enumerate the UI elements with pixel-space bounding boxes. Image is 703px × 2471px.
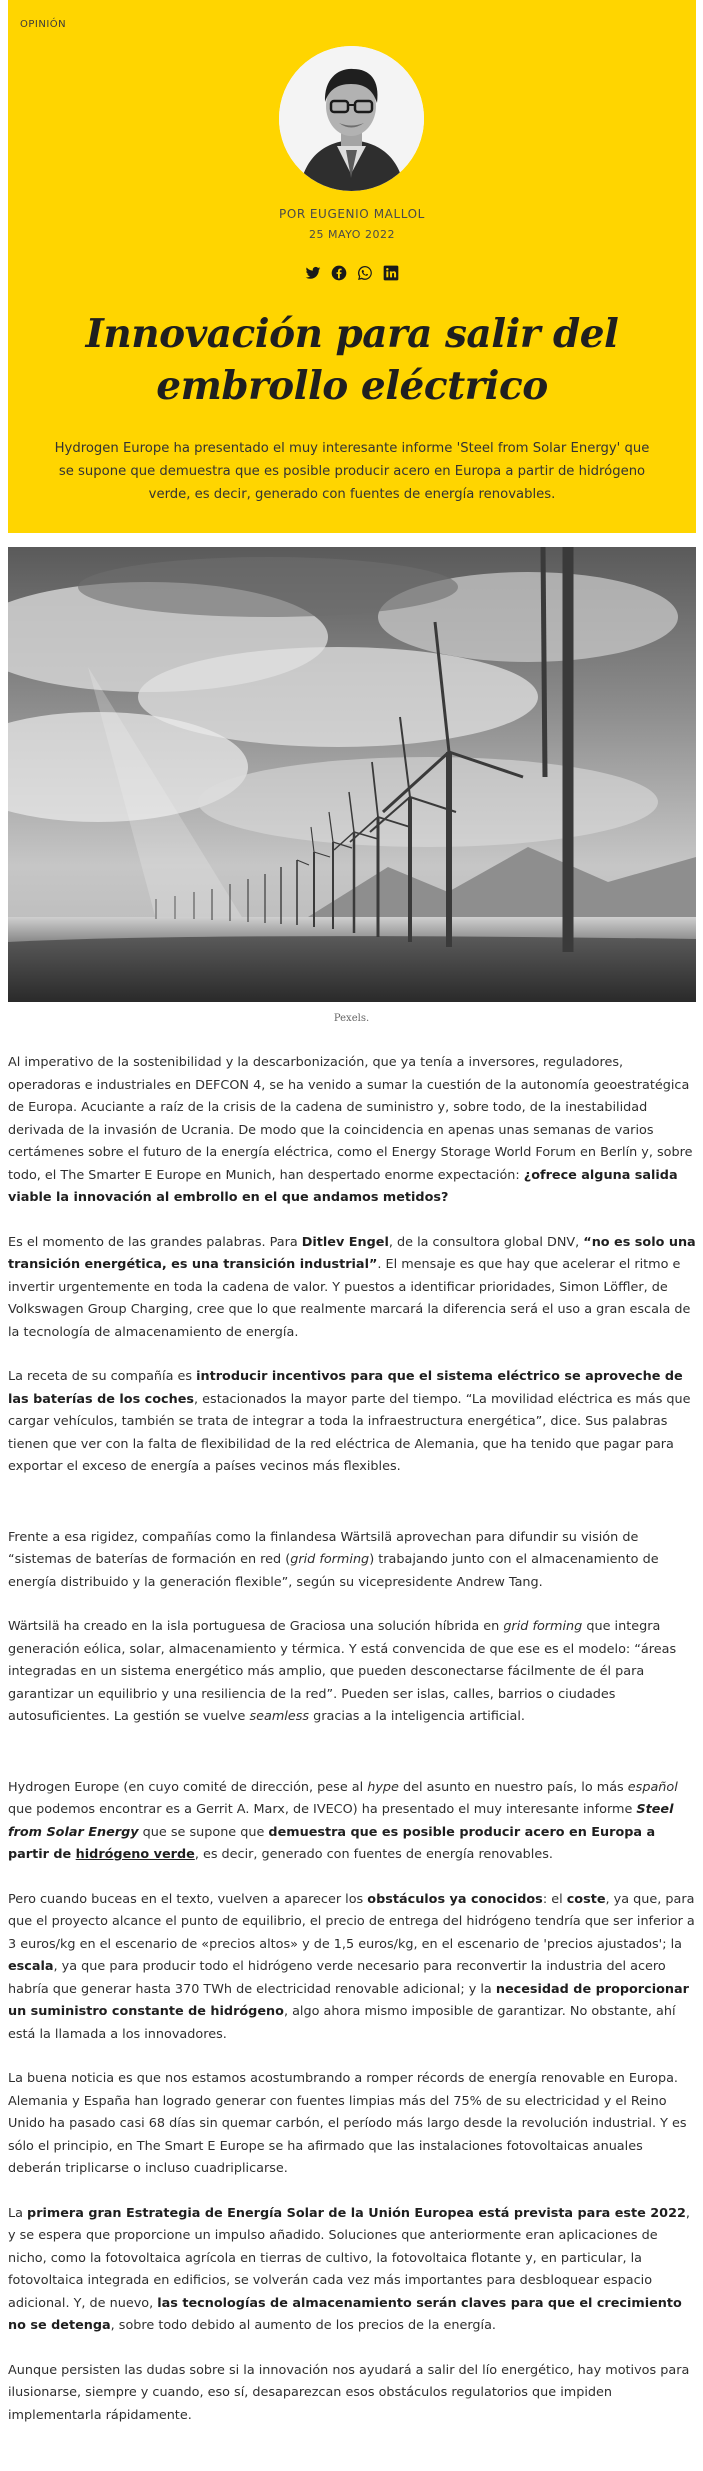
paragraph — [8, 2203, 696, 2338]
text-run: Al imperativo de la sostenibilidad y la descarbonización, que ya tenía a inversores, reguladores, operadoras e industriales en DEFCON 4, se ha venido a sumar la cuestión de la autonomía geoestratégica de Europa. Acuciante a raíz de la crisis de la cadena de suministro y, sobre todo, de la inestabilidad derivada de la invasión de Ucrania. De modo que la coincidencia en apenas unas semanas de varios certámenes sobre el futuro de la energía eléctrica, como el Energy Storage World Forum en Berlín y, sobre todo, el The Smarter E Europe en Munich, han despertado enorme expectación: — [8, 1055, 693, 1183]
bold-text: escala — [8, 1959, 54, 1974]
text-run: La receta de su compañía es — [8, 1369, 197, 1384]
article-lead: Hydrogen Europe ha presentado el muy interesante informe 'Steel from Solar Energy' que se supone que demuestra que es posible producir acero en Europa a partir de hidrógeno verde, es decir, generado con fuentes de energía renovables. — [54, 441, 650, 502]
bold-text: coste — [566, 1891, 606, 1907]
italic-text: grid forming — [290, 1552, 370, 1567]
paragraph — [8, 1232, 696, 1345]
bold-text: introducir incentivos para que el sistema eléctrico se aproveche de las baterías de los coches — [8, 1369, 683, 1407]
text-run: , ya que para producir todo el hidrógeno verde necesario para reconvertir la industria del acero habría que generar hasta 370 TWh de electricidad renovable adicional; y la — [8, 1959, 666, 1997]
text-run: Hydrogen Europe (en cuyo comité de dirección, pese al — [8, 1779, 368, 1795]
green-hydrogen-link[interactable]: hidrógeno verde — [75, 1847, 195, 1862]
text-run: , ya que, para que el proyecto alcance el punto de equilibrio, el precio de entrega del hidrógeno tendría que ser inferior a 3 euros/kg en el escenario de «precios altos» y de 1,5 euros/kg, en el escenario de 'precios ajustados'; la — [8, 1891, 695, 1952]
article-header — [8, 0, 696, 533]
bold-text: obstáculos ya conocidos — [367, 1891, 543, 1907]
text-run: gracias a la inteligencia artificial. — [309, 1709, 525, 1724]
featured-image — [8, 547, 696, 1002]
publish-date: 25 MAYO 2022 — [309, 228, 395, 241]
bold-text: necesidad de proporcionar un suministro constante de hidrógeno — [8, 1981, 689, 2019]
article-title — [48, 308, 656, 412]
text-run: que se supone que — [138, 1824, 269, 1840]
share-buttons — [305, 265, 399, 281]
text-run: , de la consultora global DNV, — [388, 1234, 584, 1250]
text-run: La — [8, 2205, 28, 2221]
text-run: , y se espera que proporcione un impulso añadido. Soluciones que anteriormente eran aplicaciones de nicho, como la fotovoltaica agrícola en tierras de cultivo, la fotovoltaica flotante y, en particular, la fotovoltaica integrada en edificios, se volverán cada vez más importantes para desbloquear espacio adicional. Y, de nuevo, — [8, 2205, 690, 2311]
text-run: . El mensaje es que hay que acelerar el ritmo e invertir urgentemente en toda la cadena de valor. Y puestos a identificar prioridades, Simon Löffler, de Volkswagen Group Charging, cree que lo que realmente marcará la diferencia será el uso a gran escala de la tecnología de almacenamiento de energía. — [8, 1257, 691, 1340]
text-run: del asunto en nuestro país, lo más — [398, 1779, 628, 1795]
text-run: Pero cuando buceas en el texto, vuelven a aparecer los — [8, 1891, 368, 1907]
italic-text: hype — [367, 1779, 399, 1795]
text-run: , sobre todo debido al aumento de los precios de la energía. — [110, 2318, 496, 2333]
title-line-1: Innovación para salir del — [85, 311, 619, 357]
text-run: que integra generación eólica, solar, almacenamiento y térmica. Y está convencida de que ese es el modelo: “áreas integradas en un sistema energético más amplio, que pueden desconectarse fácilmente de él para garantizar un equilibrio y una resiliencia de la red”. Pueden ser islas, calles, barrios o ciudades autosuficientes. La gestión se vuelve — [8, 1619, 677, 1724]
twitter-icon[interactable] — [305, 265, 321, 281]
author-avatar — [279, 46, 424, 191]
paragraph — [8, 1527, 696, 1595]
image-caption: Pexels. — [333, 1013, 370, 1024]
section-label[interactable]: OPINIÓN — [20, 19, 67, 30]
paragraph — [8, 1616, 696, 1729]
italic-text: grid forming — [503, 1619, 583, 1634]
paragraph — [8, 1777, 696, 1867]
author-name[interactable]: EUGENIO MALLOL — [309, 207, 425, 221]
article-body — [8, 1052, 696, 2449]
text-run: , es decir, generado con fuentes de energía renovables. — [194, 1847, 553, 1862]
italic-text: español — [627, 1779, 678, 1795]
report-title: Steel from Solar Energy — [8, 1802, 674, 1840]
paragraph — [8, 1889, 696, 2047]
byline — [8, 207, 696, 221]
bold-text: Ditlev Engel — [301, 1234, 389, 1250]
paragraph — [8, 1366, 696, 1479]
bold-text: “no es solo una transición energética, es una transición industrial” — [8, 1234, 696, 1272]
text-run: que podemos encontrar es a Gerrit A. Marx, de IVECO) ha presentado el muy interesante informe — [8, 1802, 637, 1817]
text-run: : el — [542, 1891, 567, 1907]
italic-text: seamless — [249, 1709, 310, 1724]
text-run: Frente a esa rigidez, compañías como la finlandesa Wärtsilä aprovechan para difundir su visión de “sistemas de baterías de formación en red ( — [8, 1529, 639, 1567]
bold-text: demuestra que es posible producir acero en Europa a partir de — [8, 1824, 656, 1862]
paragraph: Aunque persisten las dudas sobre si la innovación nos ayudará a salir del lío energético, hay motivos para ilusionarse, siempre y cuando, eso sí, desaparezcan esos obstáculos regulatorios que impiden implementarla rápidamente. — [8, 2362, 690, 2423]
bold-text: las tecnologías de almacenamiento serán claves para que el crecimiento no se detenga — [8, 2295, 682, 2333]
text-run: , algo ahora mismo imposible de garantizar. No obstante, ahí está la llamada a los innovadores. — [8, 2004, 676, 2042]
text-run: , estacionados la mayor parte del tiempo. “La movilidad eléctrica es más que cargar vehículos, también se trata de integrar a toda la infraestructura energética”, dice. Sus palabras tienen que ver con la falta de flexibilidad de la red eléctrica de Alemania, que ha tenido que pagar para exportar el exceso de energía a países vecinos más flexibles. — [8, 1391, 691, 1474]
facebook-icon[interactable] — [331, 265, 347, 281]
paragraph: La buena noticia es que nos estamos acostumbrando a romper récords de energía renovable en Europa. Alemania y España han logrado generar con fuentes limpias más del 75% de su electricidad y el Reino Unido ha pasado casi 68 días sin quemar carbón, el período más largo desde la revolución industrial. Y es sólo el principio, en The Smart E Europe se ha afirmado que las instalaciones fotovoltaicas anuales deberán triplicarse o incluso cuadriplicarse. — [8, 2071, 687, 2176]
byline-prefix: POR — [279, 207, 306, 221]
paragraph — [8, 1052, 696, 1210]
text-run: Es el momento de las grandes palabras. Para — [8, 1234, 302, 1250]
text-run: ) trabajando junto con el almacenamiento de energía distribuido y la generación flexible”, según su vicepresidente Andrew Tang. — [8, 1552, 659, 1590]
whatsapp-icon[interactable] — [357, 265, 373, 281]
linkedin-icon[interactable] — [383, 265, 399, 281]
bold-text: primera gran Estrategia de Energía Solar de la Unión Europea está prevista para este 2022 — [27, 2205, 686, 2221]
bold-text: ¿ofrece alguna salida viable la innovación al embrollo en el que andamos metidos? — [8, 1167, 678, 1205]
title-line-2: embrollo eléctrico — [156, 363, 548, 409]
text-run: Wärtsilä ha creado en la isla portuguesa de Graciosa una solución híbrida en — [8, 1619, 504, 1634]
